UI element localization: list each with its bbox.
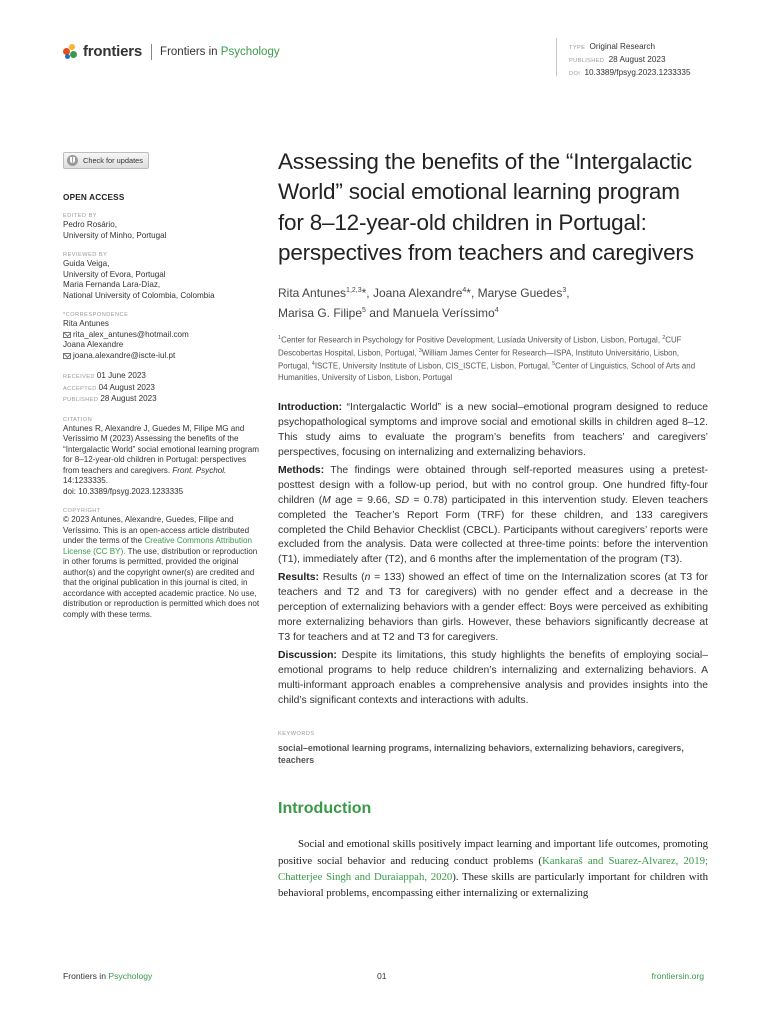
reviewed-by-label: REVIEWED BY: [63, 252, 108, 258]
author-link[interactable]: Manuela Veríssimo$^4$: [392, 305, 499, 320]
check-for-updates-button[interactable]: [63, 152, 149, 169]
reviewer-affiliation: National University of Colombia, Colombia: [63, 290, 215, 300]
abstract-discussion: Discussion: Despite its limitations, this study highlights the benefits of employing social–emotional programs to help reduce children’s internalizing and externalizing behaviors. A multi-informant approach enables a comprehensive analysis and provides insights into the child’s significant contexts and interactions with adults.: [278, 649, 708, 706]
abstract-results: Results: Results (n = 133) showed an effect of time on the Internalization scores (at T3 for teachers and T2 and T3 for caregivers) with no gender effect and a decrease in the perception of externalizing behaviors with a gender effect: Boys were perceived as exhibiting more externalizing behaviors than girls. However, these behaviors significantly decrease at T3 for teachers and at T2 and T3 for caregivers.: [278, 572, 708, 643]
envelope-icon: [63, 332, 71, 338]
introduction-heading: Introduction: [278, 800, 372, 818]
accepted-date: ACCEPTED 04 August 2023: [63, 382, 155, 392]
article-meta: [556, 38, 691, 76]
editor-affiliation: University of Minho, Portugal: [63, 230, 167, 240]
page-number: 01: [377, 971, 387, 981]
envelope-icon: [63, 353, 71, 359]
footer-site-link[interactable]: frontiersin.org: [651, 971, 704, 981]
reviewer-name: Guida Veiga,: [63, 259, 110, 268]
copyright-label: COPYRIGHT: [63, 508, 101, 514]
frontiers-logo[interactable]: [63, 43, 280, 60]
editor-name: Pedro Rosário,: [63, 220, 117, 229]
cc-by-license-link[interactable]: Creative Commons Attribution License (CC BY).: [63, 536, 252, 556]
published-date: PUBLISHED 28 August 2023: [63, 394, 157, 403]
logo-divider: [151, 44, 152, 60]
frontiers-logo-icon: [63, 44, 79, 60]
abstract-methods: Methods: The findings were obtained through self-reported measures using a pretest-posttest design with a follow-up period, but with no control group. One hundred fifty-four children (M age = 9.66, SD = 0.78) participated in this intervention study. Eleven teachers completed the Teacher’s Report Form (TRF) for these children, and 133 caregivers completed the Child Behavior Checklist (CBCL). Participants without caregivers’ reports were excluded from the analysis. Data were collected at three-time points: before the intervention (T1), immediately after (T2), and 6 months after the implementation of the program (T3).: [278, 464, 708, 566]
corresponding-author: Joana Alexandre: [63, 340, 124, 349]
article-main: [278, 147, 708, 903]
abstract-introduction: Introduction: “Intergalactic World” is a new social–emotional program designed to reduce psychopathological symptoms and improve social and emotional skills in children aged 8–12. This study aims to evaluate the program’s benefits from teachers’ and caregivers’ perspectives, focusing on internalizing and externalizing behaviors.: [278, 402, 708, 459]
affiliations: $^1$Center for Research in Psychology for Positive Development, Lusíada University of Lisbon, Lisbon, Portugal, $^2$CUF Descobertas Hospital, Lisbon, Portugal, $^3$William James Center for Research—ISPA, Instituto Universitário, Lisbon, Portugal, $^4$ISCTE, University Institute of Lisbon, CIS_ISCTE, Lisbon, Portugal, $^5$Center of Linguistics, School of Arts and Humanities, University of Lisbon, Lisbon, Portugal: [278, 334, 696, 382]
author-link[interactable]: Joana Alexandre$^4$*: [372, 285, 471, 300]
author-email[interactable]: rita_alex_antunes@hotmail.com: [63, 330, 261, 341]
keywords: social–emotional learning programs, internalizing behaviors, externalizing behaviors, caregivers, teachers: [278, 743, 684, 766]
article-title: Assessing the benefits of the “Intergalactic World” social emotional learning program for 8–12-year-old children in Portugal: perspectives from teachers and caregivers: [278, 149, 694, 266]
article-dates: [63, 371, 261, 406]
bookmark-icon: [67, 155, 78, 166]
citation-label: CITATION: [63, 416, 93, 423]
keywords-label: KEYWORDS: [278, 731, 315, 738]
open-access-label: OPEN ACCESS: [63, 193, 125, 202]
reviewer-name: Maria Fernanda Lara-Díaz,: [63, 280, 161, 289]
reference-link[interactable]: Kankaraš and Suarez-Alvarez, 2019; Chatterjee Singh and Duraiappah, 2020: [278, 854, 708, 884]
abstract: [278, 401, 708, 708]
author-list: Rita Antunes$^{1,2,3}$*, Joana Alexandre$^4$*, Maryse Guedes$^3$, Marisa G. Filipe$^5$ and Manuela Veríssimo$^4$: [278, 285, 570, 320]
citation-text: Antunes R, Alexandre J, Guedes M, Filipe MG and Veríssimo M (2023) Assessing the benefits of the “Intergalactic World” social emotional learning program for 8–12-year-old children in Portugal: perspectives from teachers and caregivers. Front. Psychol. 14:1233335. doi: 10.3389/fpsyg.2023.1233335: [63, 423, 259, 496]
introduction-paragraph: Social and emotional skills positively impact learning and important life outcomes, promoting positive social behavior and reducing conduct problems (Kankaraš and Suarez-Alvarez, 2019; Chatterjee Singh and Duraiappah, 2020). These skills are particularly important for children with behavioral problems, encompassing either internalizing or externalizing: [278, 838, 708, 900]
check-for-updates-label: Check for updates: [83, 156, 143, 165]
reviewer-affiliation: University of Evora, Portugal: [63, 269, 166, 279]
correspondence-label: *CORRESPONDENCE: [63, 312, 129, 318]
meta-type: TYPE Original Research: [569, 42, 656, 51]
corresponding-author: Rita Antunes: [63, 319, 109, 328]
brand-name: frontiers: [83, 43, 143, 60]
author-link[interactable]: Rita Antunes$^{1,2,3}$*: [278, 285, 367, 300]
author-link[interactable]: Marisa G. Filipe$^5$: [278, 305, 366, 320]
edited-by-label: EDITED BY: [63, 213, 98, 219]
article-sidebar: [63, 152, 261, 620]
author-link[interactable]: Maryse Guedes$^3$: [477, 285, 567, 300]
copyright-text: © 2023 Antunes, Alexandre, Guedes, Filipe and Veríssimo. This is an open-access article distributed under the terms of the Creative Commons Attribution License (CC BY). The use, distribution or reproduction in other forums is permitted, provided the original author(s) and the copyright owner(s) are credited and that the original publication in this journal is cited, in accordance with accepted academic practice. No use, distribution or reproduction is permitted which does not comply with these terms.: [63, 515, 260, 619]
footer-journal: Frontiers in Psychology: [63, 971, 153, 981]
meta-doi[interactable]: DOI 10.3389/fpsyg.2023.1233335: [569, 68, 691, 77]
received-date: RECEIVED 01 June 2023: [63, 371, 146, 380]
author-email[interactable]: joana.alexandre@iscte-iul.pt: [63, 351, 261, 362]
meta-published: PUBLISHED 28 August 2023: [569, 55, 666, 64]
journal-name: Frontiers in Psychology: [160, 45, 280, 58]
citation-doi[interactable]: doi: 10.3389/fpsyg.2023.1233335: [63, 486, 184, 496]
